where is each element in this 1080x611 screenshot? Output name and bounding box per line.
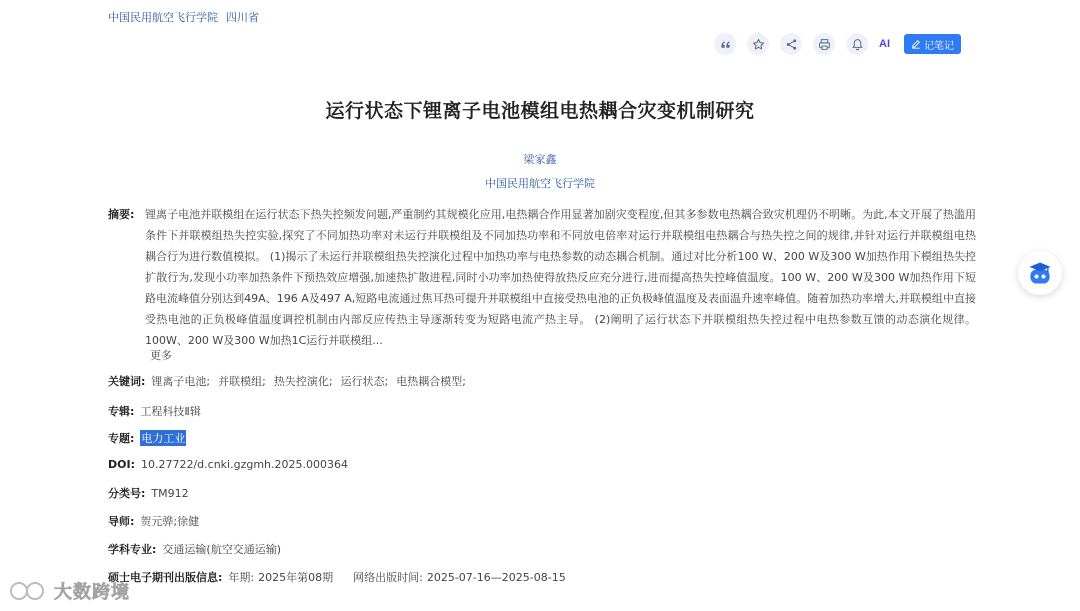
cite-button[interactable] (714, 33, 736, 55)
abstract-more-button[interactable]: 更多 (150, 349, 172, 362)
series-row (108, 403, 201, 419)
series-value: 工程科技Ⅱ辑 (140, 405, 201, 418)
watermark-logo-icon (8, 579, 50, 603)
keyword-link[interactable]: 电热耦合模型; (396, 375, 466, 388)
share-button[interactable] (780, 33, 802, 55)
issue-value: 2025年第08期 (258, 571, 334, 584)
quote-icon (719, 38, 732, 51)
online-date-label: 网络出版时间: (353, 571, 423, 584)
doi-value: 10.27722/d.cnki.gzgmh.2025.000364 (140, 458, 349, 471)
graduation-cap-icon (1026, 259, 1054, 287)
doi-row (108, 458, 348, 471)
series-label: 专辑: (108, 405, 135, 418)
online-date-value: 2025-07-16—2025-08-15 (426, 571, 566, 584)
watermark (8, 578, 130, 604)
publication-row (108, 569, 566, 585)
share-icon (785, 38, 798, 51)
organization-link[interactable]: 中国民用航空飞行学院 (485, 177, 595, 190)
publication-label: 硕士电子期刊出版信息: (108, 571, 223, 584)
watermark-text: 大数跨境 (54, 582, 130, 603)
discipline-label: 学科专业: (108, 543, 157, 556)
star-icon (752, 38, 765, 51)
topic-row (108, 430, 186, 446)
classification-row (108, 485, 189, 501)
advisor-row (108, 513, 199, 529)
favorite-button[interactable] (747, 33, 769, 55)
ai-assistant-button[interactable]: AI (879, 38, 890, 50)
keyword-link[interactable]: 热失控演化; (273, 375, 333, 388)
subscribe-button[interactable] (846, 33, 868, 55)
keywords-label: 关键词: (108, 375, 146, 388)
abstract-label: 摘要: (108, 208, 135, 221)
abstract-text: 锂离子电池并联模组在运行状态下热失控频发问题,严重制约其规模化应用,电热耦合作用显著加剧灾变程度,但其多参数电热耦合致灾机理仍不明晰。为此,本文开展了热滥用条件下并联模组热失控实验,探究了不同加热功率对未运行并联模组及不同加热功率和不同放电倍率对运行并联模组电热耦合与热失控之间的规律,并针对运行并联模组电热耦合行为进行数值模拟。 (1)揭示了未运行并联模组热失控演化过程中加热功率与电热参数的动态耦合机制。通过对比分析100 W、200 W及300 W加热作用下模组热失控扩散行为,发现小功率加热条件下预热效应增强,加速热扩散进程,同时小功率加热使得放热反应充分进行,进而提高热失控峰值温度。100 W、200 W及300 W加热作用下短路电流峰值分别达到49A、196 A及497 A,短路电流通过焦耳热可提升并联模组中直接受热电池的正负极峰值温度及表面温升速率峰值。随着加热功率增大,并联模组中直接受热电池的正负极峰值温度调控机制由内部反应传热主导逐渐转变为短路电流产热主导。 (2)阐明了运行状态下并联模组热失控过程中电热参数互馈的动态演化规律。100W、200 W及300 W加热1C运行并联模组... (145, 208, 976, 346)
author-link[interactable]: 梁家鑫 (523, 153, 557, 166)
pencil-icon (911, 39, 921, 49)
discipline-row (108, 541, 281, 557)
keywords-row (108, 373, 474, 389)
breadcrumb-province-link[interactable]: 四川省 (226, 11, 259, 24)
breadcrumb-org-link[interactable]: 中国民用航空飞行学院 (108, 11, 218, 24)
toolbar (714, 33, 961, 55)
take-note-button[interactable] (904, 34, 961, 54)
breadcrumb (108, 9, 259, 25)
doi-label: DOI: (108, 458, 135, 471)
print-button[interactable] (813, 33, 835, 55)
keyword-link[interactable]: 运行状态; (340, 375, 389, 388)
take-note-label: 记笔记 (924, 40, 954, 52)
advisor-value[interactable]: 贺元骅;徐健 (140, 515, 200, 528)
abstract-section (108, 204, 976, 346)
keyword-link[interactable]: 锂离子电池; (151, 375, 211, 388)
bell-icon (851, 38, 864, 51)
topic-label: 专题: (108, 432, 135, 445)
printer-icon (818, 38, 831, 51)
scholar-assistant-button[interactable] (1018, 251, 1062, 295)
advisor-label: 导师: (108, 515, 135, 528)
issue-label: 年期: (228, 571, 255, 584)
keyword-link[interactable]: 并联模组; (218, 375, 266, 388)
classification-value: TM912 (151, 487, 189, 500)
discipline-value: 交通运输(航空交通运输) (162, 543, 281, 556)
topic-value[interactable]: 电力工业 (141, 432, 186, 445)
page-title: 运行状态下锂离子电池模组电热耦合灾变机制研究 (325, 100, 755, 122)
classification-label: 分类号: (108, 487, 146, 500)
